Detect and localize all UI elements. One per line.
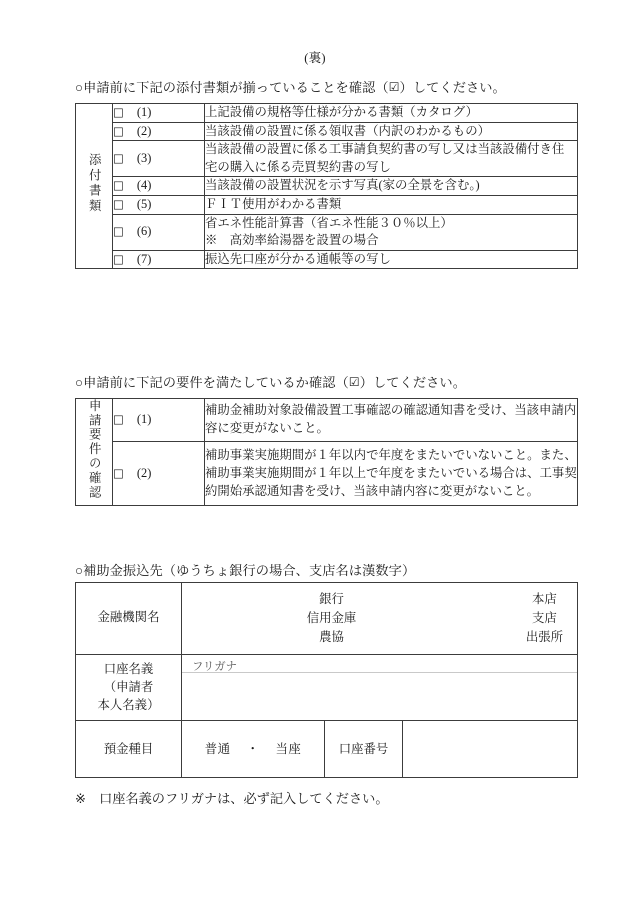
checkbox-icon[interactable]: □ [113, 178, 124, 193]
deposit-type-separator: ・ [246, 741, 260, 756]
row-number: (1) [136, 412, 152, 427]
account-name-label [76, 654, 182, 721]
row-number: (3) [136, 151, 152, 166]
desc-line: 補助事業実施期間が１年以内で年度をまたいでいないこと。また、 [205, 448, 577, 463]
attachments-section-lead [75, 77, 506, 96]
office-sub-branch[interactable]: 出張所 [525, 629, 563, 644]
desc-line: 宅の購入に係る売買契約書の写し [205, 159, 391, 174]
desc-line: 振込先口座が分かる通帳等の写し [205, 251, 391, 266]
requirements-row-2-description [205, 442, 578, 506]
attachments-row-1-number[interactable] [113, 104, 205, 123]
attachments-row-2-number[interactable] [113, 122, 205, 141]
table-row [76, 177, 578, 196]
institution-name-field[interactable] [182, 583, 578, 655]
attachments-row-3-number[interactable] [113, 141, 205, 177]
table-row [76, 214, 578, 250]
table-row [76, 399, 578, 442]
institution-kind-nokyo[interactable]: 農協 [319, 629, 344, 644]
account-name-label-line-3: 本人名義） [97, 697, 160, 712]
attachments-table [75, 103, 578, 269]
institution-office-options [526, 590, 563, 647]
checkbox-icon[interactable]: □ [113, 105, 124, 119]
table-row [76, 122, 578, 141]
institution-kind-options [182, 590, 577, 647]
attachments-lead-before: ○申請前に下記の添付書類が揃っていることを確認（ [75, 80, 389, 95]
attachments-row-4-number[interactable] [113, 177, 205, 196]
requirements-lead-before: ○申請前に下記の要件を満たしているか確認（ [75, 375, 349, 390]
bank-section-lead: ○補助金振込先（ゆうちょ銀行の場合、支店名は漢数字） [75, 563, 416, 578]
attachments-row-5-number[interactable] [113, 196, 205, 215]
account-name-field-group [182, 654, 578, 721]
office-head-office[interactable]: 本店 [532, 592, 557, 606]
row-number: (6) [136, 224, 152, 239]
table-row [76, 583, 578, 655]
checked-checkbox-icon: ☑ [388, 80, 400, 94]
requirements-row-1-number[interactable] [113, 399, 205, 442]
desc-line: ＦＩＴ使用がわかる書類 [205, 197, 342, 212]
deposit-type-options[interactable] [182, 721, 325, 778]
desc-line: 当該設備の設置状況を示す写真(家の全景を含む。) [205, 178, 480, 193]
footnote-text: 口座名義のフリガナは、必ず記入してください。 [99, 791, 389, 806]
checkbox-icon[interactable]: □ [113, 466, 124, 480]
attachments-row-1-description [205, 104, 578, 123]
row-number: (2) [136, 466, 152, 480]
attachments-row-4-description [205, 177, 578, 196]
checkbox-icon[interactable]: □ [113, 251, 124, 266]
checkbox-icon[interactable]: □ [113, 412, 124, 427]
desc-line: 補助金補助対象設備設置工事確認の確認通知書を受け、当該申請内 [205, 403, 577, 418]
table-row [76, 196, 578, 215]
row-number: (4) [136, 178, 152, 193]
institution-kind-shinkin[interactable]: 信用金庫 [306, 610, 357, 625]
row-number: (5) [136, 197, 152, 212]
table-row [76, 104, 578, 123]
institution-kind-bank[interactable]: 銀行 [319, 592, 344, 606]
table-row [76, 442, 578, 506]
checkbox-icon[interactable]: □ [113, 151, 124, 166]
desc-line: 約開始承認通知書を受け、当該申請内容に変更がないこと。 [205, 483, 540, 498]
account-number-input[interactable] [403, 721, 578, 778]
attachments-row-3-description [205, 141, 578, 177]
deposit-type-current[interactable]: 当座 [275, 741, 302, 756]
requirements-lead-after: ）してください。 [359, 375, 466, 390]
attachments-row-7-description [205, 250, 578, 269]
desc-line: 当該設備の設置に係る領収書（内訳のわかるもの） [205, 123, 490, 138]
desc-line: 補助事業実施期間が１年以上で年度をまたいでいる場合は、工事契 [205, 466, 577, 480]
account-number-label: 口座番号 [325, 721, 403, 778]
checkbox-icon[interactable]: □ [113, 123, 124, 138]
table-row [76, 141, 578, 177]
attachments-row-6-description [205, 214, 578, 250]
furigana-input[interactable] [182, 655, 577, 673]
attachments-vertical-label: 添付書類 [76, 104, 113, 269]
deposit-type-label: 預金種目 [76, 721, 182, 778]
attachments-row-5-description [205, 196, 578, 215]
row-number: (7) [136, 251, 152, 266]
attachments-row-7-number[interactable] [113, 250, 205, 269]
bank-transfer-table [75, 582, 578, 778]
row-number: (1) [136, 105, 152, 119]
account-holder-name-input[interactable] [182, 673, 577, 720]
requirements-section-lead [75, 372, 466, 391]
page-side-marker: (裏) [304, 51, 326, 65]
requirements-row-2-number[interactable] [113, 442, 205, 506]
institution-name-label: 金融機関名 [76, 583, 182, 655]
desc-line: 省エネ性能計算書（省エネ性能３０％以上） [205, 215, 453, 230]
office-branch[interactable]: 支店 [532, 610, 557, 625]
footnote-mark-icon: ※ [75, 791, 87, 806]
table-row [76, 250, 578, 269]
desc-line: 容に変更がないこと。 [205, 421, 329, 436]
requirements-vertical-label: 申請要件の確認 [76, 399, 113, 506]
footnote [75, 788, 389, 807]
checkbox-icon[interactable]: □ [113, 224, 124, 239]
row-number: (2) [136, 123, 152, 138]
deposit-type-ordinary[interactable]: 普通 [204, 741, 231, 756]
checked-checkbox-icon: ☑ [348, 375, 360, 389]
account-name-label-line-1: 口座名義 [103, 661, 154, 676]
requirements-table [75, 398, 578, 506]
desc-line: 当該設備の設置に係る工事請負契約書の写し又は当該設備付き住 [205, 142, 565, 157]
table-row [76, 654, 578, 721]
table-row [76, 721, 578, 778]
checkbox-icon[interactable]: □ [113, 197, 124, 212]
account-name-label-line-2: （申請者 [103, 679, 154, 694]
furigana-label: フリガナ [192, 661, 237, 673]
requirements-row-1-description [205, 399, 578, 442]
attachments-lead-after: ）してください。 [399, 80, 506, 95]
attachments-row-6-number[interactable] [113, 214, 205, 250]
attachments-row-2-description [205, 122, 578, 141]
desc-line: 上記設備の規格等仕様が分かる書類（カタログ） [205, 105, 478, 119]
desc-line: ※ 高効率給湯器を設置の場合 [205, 233, 379, 248]
